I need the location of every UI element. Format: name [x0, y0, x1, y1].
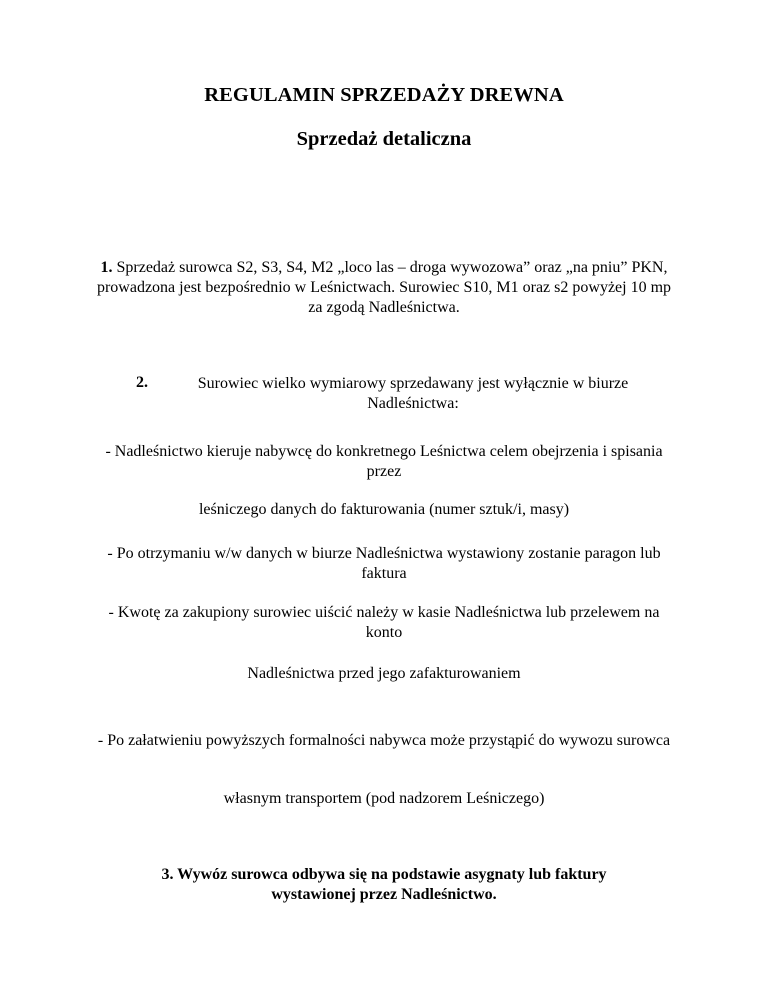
- section-2-item-1: - Nadleśnictwo kieruje nabywcę do konkretnego Leśnictwa celem obejrzenia i spisania przez: [105, 443, 663, 480]
- section-2-item-5: Nadleśnictwa przed jego zafakturowaniem: [247, 665, 521, 682]
- section-2-item-6: - Po załatwieniu powyższych formalności nabywca może przystąpić do wywozu surowca: [97, 732, 671, 749]
- section-2-item-4: - Kwotę za zakupiony surowiec uiścić należy w kasie Nadleśnictwa lub przelewem na konto: [108, 604, 660, 641]
- document-title: REGULAMIN SPRZEDAŻY DREWNA: [204, 84, 564, 106]
- section-2-text: Surowiec wielko wymiarowy sprzedawany jest wyłącznie w biurze Nadleśnictwa:: [197, 375, 629, 412]
- section-2-item-3: - Po otrzymaniu w/w danych w biurze Nadleśnictwa wystawiony zostanie paragon lub faktura: [107, 545, 661, 582]
- section-2-item-7: własnym transportem (pod nadzorem Leśniczego): [223, 790, 545, 807]
- section-2-item-2: leśniczego danych do fakturowania (numer sztuk/i, masy): [198, 501, 570, 518]
- section-2-number: 2.: [136, 374, 148, 391]
- section-1-number: 1.: [100, 259, 113, 276]
- section-3-paragraph: 3. Wywóz surowca odbywa się na podstawie asygnaty lub faktury wystawionej przez Nadleśnictwo.: [161, 866, 607, 903]
- section-1-paragraph: [90, 258, 678, 318]
- section-1-text: Sprzedaż surowca S2, S3, S4, M2 „loco las – droga wywozowa” oraz „na pniu” PKN, prowadzona jest bezpośrednio w Leśnictwach. Surowiec S10, M1 oraz s2 powyżej 10 mp za zgodą Nadleśnictwa.: [96, 259, 672, 316]
- document-subtitle: Sprzedaż detaliczna: [296, 128, 472, 150]
